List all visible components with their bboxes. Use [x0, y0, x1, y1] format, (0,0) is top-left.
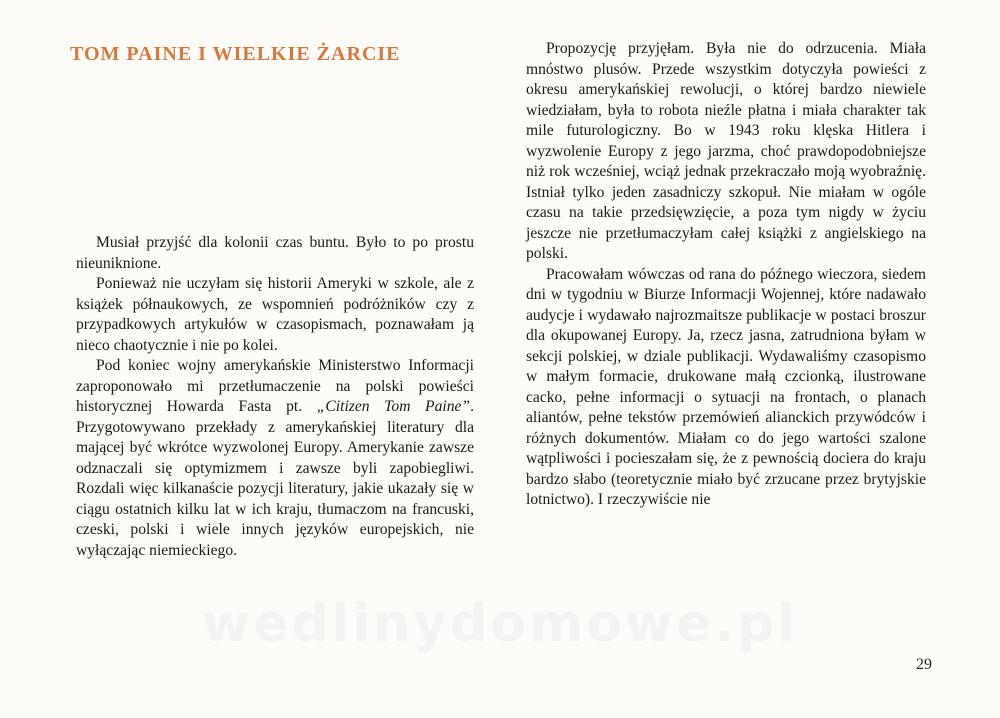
paragraph: Propozycję przyjęłam. Była nie do odrzucenia. Miała mnóstwo plusów. Przede wszystkim dotyczyła powieści z okresu amerykańskiej rewolucji, o której bardzo niewiele wiedziałam, była to robota nieźle płatna i miała charakter tak mile futurologiczny. Bo w 1943 roku klęska Hitlera i wyzwolenie Europy z jego jarzma, choć prawdopodobniejsze niż rok wcześniej, wciąż jednak przekraczało moją wyobraźnię. Istniał tylko jeden zasadniczy szkopuł. Nie miałam w ogóle czasu na takie przedsięwzięcie, a poza tym nigdy w życiu jeszcze nie przetłumaczyłam całej książki z angielskiego na polski. — [526, 40, 926, 262]
paragraph-text: Pod koniec wojny amerykańskie Ministerstwo Informacji zaproponowało mi przetłumaczenie na polski powieści historycznej Howarda Fasta pt. — [76, 357, 474, 415]
paragraph-text: . Przygotowywano przekłady z amerykańskiej literatury dla mającej być wkrótce wyzwolonej Europy. Amerykanie zawsze odznaczali się optymizmem i zawsze byli zapobiegliwi. Rozdali więc kilkanaście pozycji literatury, jakie ukazały się w ciągu ostatnich kilku lat w ich kraju, tłumaczom na francuski, czeski, polski i wiele innych języków europejskich, nie wyłączając niemieckiego. — [76, 398, 475, 559]
chapter-title: TOM PAINE I WIELKIE ŻARCIE — [70, 43, 401, 65]
book-title: „Citizen Tom Paine” — [316, 398, 471, 415]
left-text-column — [76, 233, 474, 561]
paragraph: Pracowałam wówczas od rana do późnego wieczora, siedem dni w tygodniu w Biurze Informacji Wojennej, które nadawało audycje i wydawało najrozmaitsze publikacje w postaci broszur dla okupowanej Europy. Ja, rzecz jasna, zatrudniona byłam w sekcji polskiej, w dziale publikacji. Wydawaliśmy czasopismo w małym formacie, drukowane małą czcionką, ilustrowane cacko, pełne informacji o sytuacji na frontach, o planach aliantów, pełne tekstów przemówień alianckich przywódców i różnych dokumentów. Miałam co do jego wartości szalone wątpliwości i pocieszałam się, że z pewnością dociera do kraju bardzo słabo (teoretycznie miało być zrzucane przez brytyjskie lotnictwo). I rzeczywiście nie — [526, 265, 926, 508]
page-number: 29 — [916, 656, 932, 673]
right-text-column — [526, 39, 926, 511]
paragraph: Ponieważ nie uczyłam się historii Ameryki w szkole, ale z książek półnaukowych, ze wspomnień podróżników czy z przypadkowych artykułów w czasopismach, poznawałam ją nieco chaotycznie i nie po kolei. — [76, 275, 474, 354]
right-page — [500, 0, 1000, 718]
paragraph: Musiał przyjść dla kolonii czas buntu. Było to po prostu nieuniknione. — [76, 234, 474, 272]
watermark: wedlinydomowe.pl — [201, 594, 799, 654]
paragraph — [76, 356, 474, 561]
